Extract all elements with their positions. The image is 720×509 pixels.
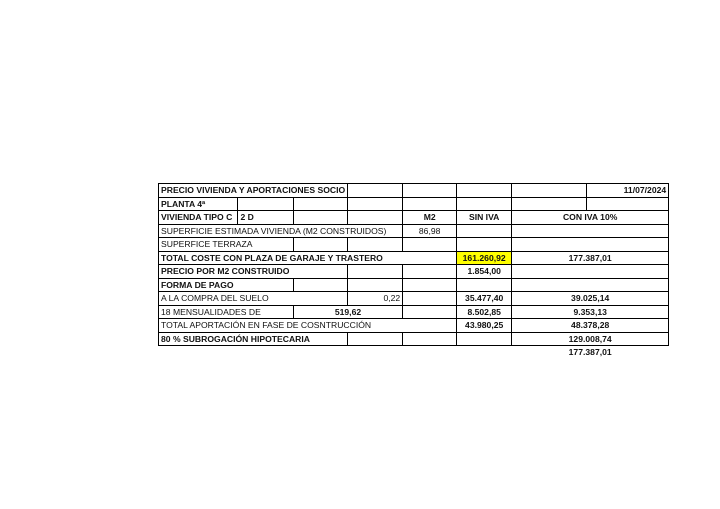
terraza-label: SUPERFICE TERRAZA (159, 238, 294, 252)
vivienda-dorm-value: 2 D (238, 211, 293, 225)
table-row (159, 265, 669, 279)
subrogacion-con-iva: 129.008,74 (512, 332, 669, 346)
total-aportacion-label: TOTAL APORTACIÓN EN FASE DE COSNTRUCCIÓN (159, 319, 457, 333)
subrogacion-label: 80 % SUBROGACIÓN HIPOTECARIA (159, 332, 348, 346)
superficie-label: SUPERFICIE ESTIMADA VIVIENDA (M2 CONSTRUIDOS) (159, 224, 403, 238)
table-row (159, 319, 669, 333)
table-row (159, 292, 669, 306)
table-row (159, 332, 669, 346)
document-date: 11/07/2024 (587, 184, 669, 198)
table-title: PRECIO VIVIENDA Y APORTACIONES SOCIO (159, 184, 348, 198)
mensualidades-label: 18 MENSUALIDADES DE (159, 305, 294, 319)
table-row (159, 278, 669, 292)
total-aportacion-con-iva: 48.378,28 (512, 319, 669, 333)
table-row (159, 211, 669, 225)
mensualidades-value: 519,62 (293, 305, 402, 319)
header-m2: M2 (403, 211, 457, 225)
compra-suelo-con-iva: 39.025,14 (512, 292, 669, 306)
grand-total: 177.387,01 (568, 347, 612, 358)
table-row (159, 238, 669, 252)
total-coste-label: TOTAL COSTE CON PLAZA DE GARAJE Y TRASTERO (159, 251, 457, 265)
table-row (159, 224, 669, 238)
mensualidades-sin-iva: 8.502,85 (457, 305, 512, 319)
price-table (158, 183, 669, 359)
table-row (159, 251, 669, 265)
planta-label: PLANTA 4ª (159, 197, 238, 211)
table-row (159, 197, 669, 211)
precio-m2-value: 1.854,00 (457, 265, 512, 279)
forma-pago-label: FORMA DE PAGO (159, 278, 294, 292)
mensualidades-con-iva: 9.353,13 (512, 305, 669, 319)
compra-suelo-sin-iva: 35.477,40 (457, 292, 512, 306)
table-row (159, 346, 669, 359)
header-sin-iva: SIN IVA (457, 211, 512, 225)
total-coste-con-iva: 177.387,01 (512, 251, 669, 265)
total-coste-sin-iva: 161.260,92 (457, 251, 512, 265)
vivienda-tipo-label: VIVIENDA TIPO C (159, 211, 238, 225)
compra-suelo-label: A LA COMPRA DEL SUELO (159, 292, 348, 306)
compra-suelo-pct: 0,22 (383, 293, 401, 304)
precio-m2-label: PRECIO POR M2 CONSTRUIDO (159, 265, 348, 279)
table-row (159, 305, 669, 319)
table-row (159, 184, 669, 198)
header-con-iva: CON IVA 10% (512, 211, 669, 225)
total-aportacion-sin-iva: 43.980,25 (457, 319, 512, 333)
superficie-m2-value: 86,98 (403, 224, 457, 238)
